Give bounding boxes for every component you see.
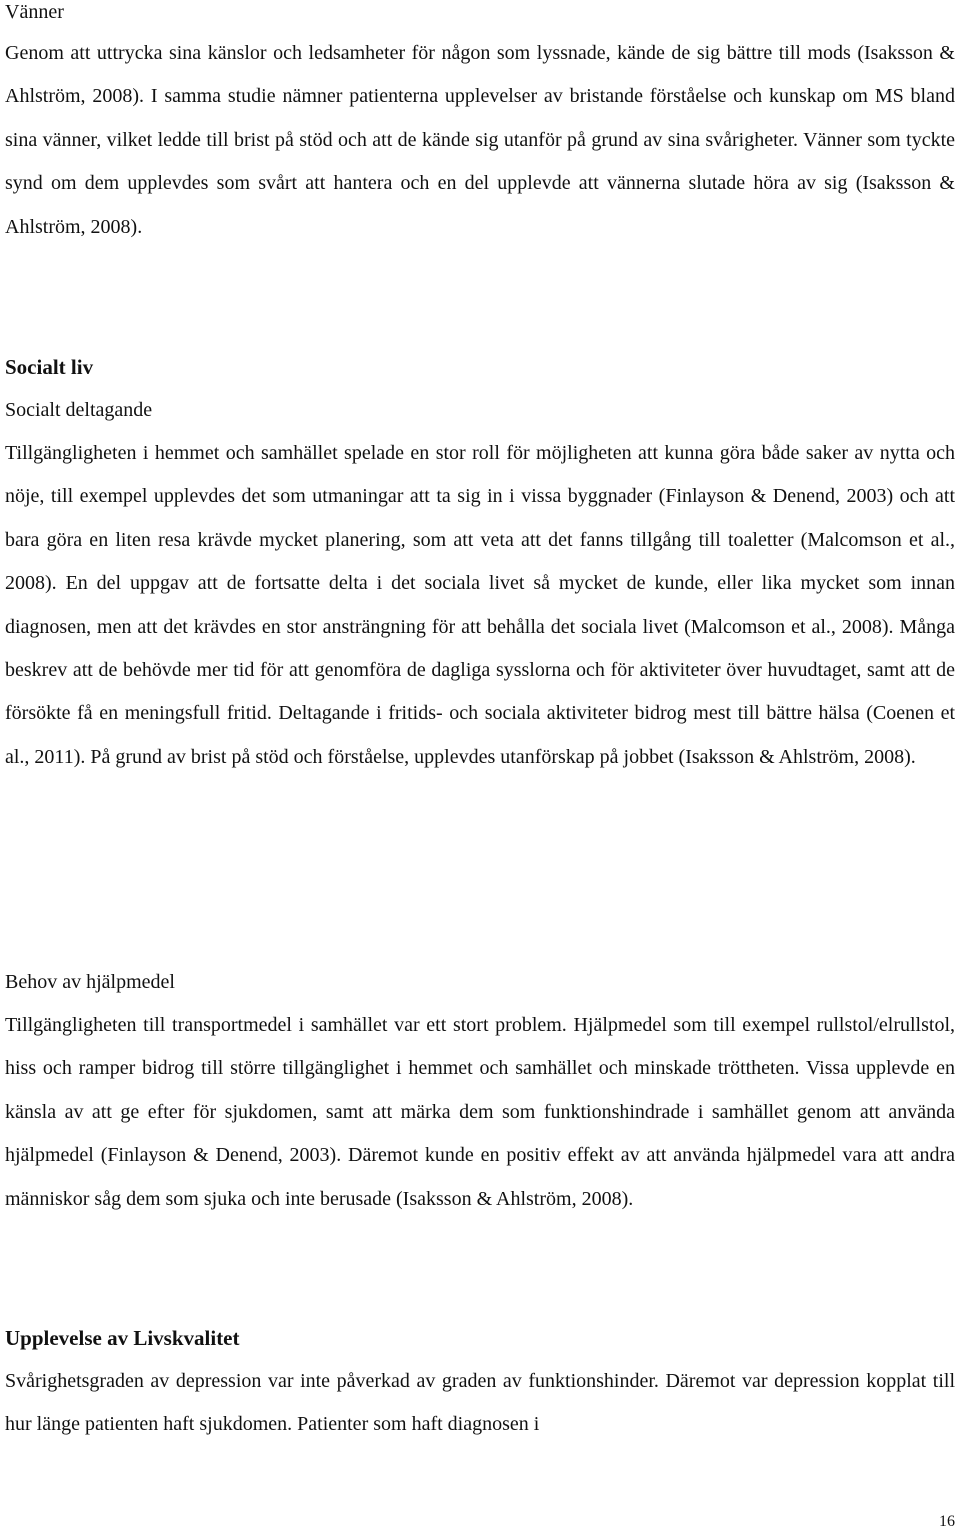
- paragraph-vanner: Genom att uttrycka sina känslor och ledsamheter för någon som lyssnade, kände de sig bättre till mods (Isaksson & Ahlström, 2008). I samma studie nämner patienterna upplevelser av bristande förståelse och kunskap om MS bland sina vänner, vilket ledde till brist på stöd och att de kände sig utanför på grund av sina svårigheter. Vänner som tyckte synd om dem upplevdes som svårt att hantera och en del upplevde att vännerna slutade höra av sig (Isaksson & Ahlström, 2008).: [5, 42, 955, 238]
- subheading-behov-av-hjalpmedel: Behov av hjälpmedel: [5, 971, 175, 993]
- page-number: 16: [939, 1513, 955, 1530]
- section-heading-livskvalitet: Upplevelse av Livskvalitet: [5, 1326, 240, 1350]
- paragraph-behov-av-hjalpmedel: Tillgängligheten till transportmedel i samhället var ett stort problem. Hjälpmedel som till exempel rullstol/elrullstol, hiss och ramper bidrog till större tillgänglighet i hemmet och samhället och minskade tröttheten. Vissa upplevde en känsla av att ge efter för sjukdomen, samt att märka dem som funktionshindrade i samhället genom att använda hjälpmedel (Finlayson & Denend, 2003). Däremot kunde en positiv effekt av att använda hjälpmedel vara att andra människor såg dem som sjuka och inte berusade (Isaksson & Ahlström, 2008).: [5, 1014, 955, 1210]
- subheading-socialt-deltagande: Socialt deltagande: [5, 399, 153, 421]
- paragraph-livskvalitet: Svårighetsgraden av depression var inte påverkad av graden av funktionshinder. Däremot var depression kopplat till hur länge patienten haft sjukdomen. Patienter som haft diagnosen i: [5, 1370, 955, 1436]
- section-heading-vanner: Vänner: [5, 1, 64, 23]
- section-heading-socialt-liv: Socialt liv: [5, 355, 94, 379]
- paragraph-socialt-deltagande: Tillgängligheten i hemmet och samhället spelade en stor roll för möjligheten att kunna göra både saker av nytta och nöje, till exempel upplevdes det som utmaningar att ta sig in i vissa byggnader (Finlayson & Denend, 2003) och att bara göra en liten resa krävde mycket planering, som att veta att det fanns tillgång till toaletter (Malcomson et al., 2008). En del uppgav att de fortsatte delta i det sociala livet så mycket de kunde, eller lika mycket som innan diagnosen, men att det krävdes en stor ansträngning för att behålla det sociala livet (Malcomson et al., 2008). Många beskrev att de behövde mer tid för att genomföra de dagliga sysslorna och för aktiviteter över huvudtaget, samt att de försökte få en meningsfull fritid. Deltagande i fritids- och sociala aktiviteter bidrog mest till bättre hälsa (Coenen et al., 2011). På grund av brist på stöd och förståelse, upplevdes utanförskap på jobbet (Isaksson & Ahlström, 2008).: [5, 442, 955, 768]
